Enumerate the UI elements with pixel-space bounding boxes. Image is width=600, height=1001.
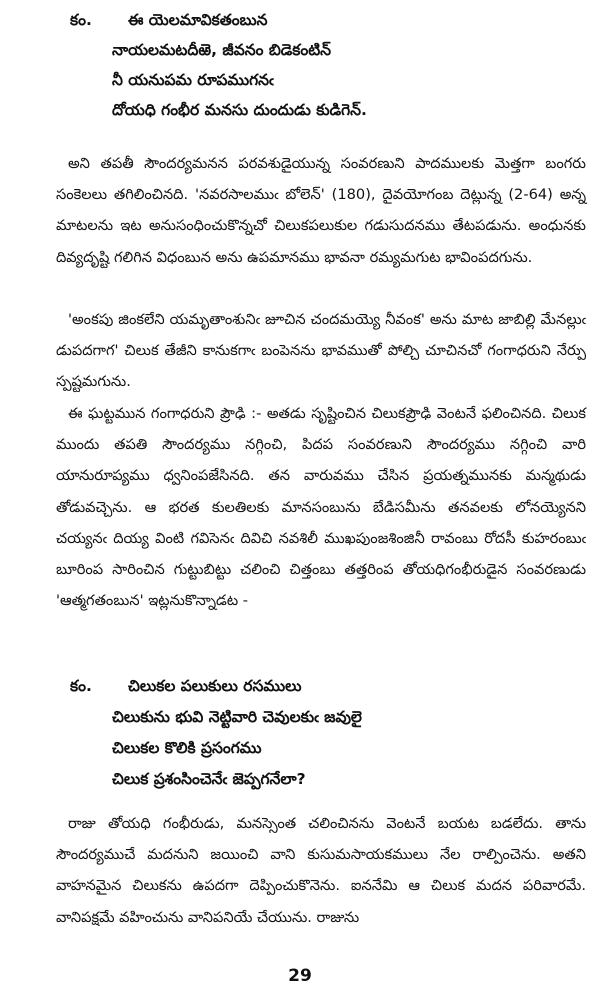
verse-line: చిలుక ప్రశంసించెనేఁ జెప్పగనేలా? [112,770,306,788]
verse-line: చిలుకల పలుకులు రసములు [128,677,302,695]
verse-line: ఈ యెలమావికతంబున [128,11,268,29]
paragraph [56,398,586,616]
verse-line: నాయలమటదీఱె, జీవనం బిడెకంటిన్ [112,41,332,59]
paragraph-text: ఈ ఘట్టమున గంగాధరుని ప్రౌఢి :- అతడు సృష్టించిన చిలుకప్రౌఢి వెంటనే ఫలించినది. చిలుక ముందు తపతి సౌందర్యము నగ్గించి, పిదప సంవరణుని సౌందర్యము నగ్గించి వారి యానురూప్యము ధ్వనింపజేసినది. తన వారువము చేసిన ప్రయత్నమునకు మన్మథుడు తోడువచ్చెను. ఆ భరత కులతిలకు మానసంబును బేడిసమీను తనవలకు లోనయ్యెనని చయ్యనఁ దియ్య వింటి గవిసెనఁ దివిచి నవశిలీ ముఖపుంజశింజినీ రావంబు రోదసీ కుహరంబుఁ బూరింప సారించిన గుట్టుబిట్టు చలించి చిత్తంబు తత్తరింప తోయధిగంభీరుడైన సంవరణుడు 'ఆత్మగతంబున' ఇట్లనుకొన్నాడట - [56,405,586,610]
verse-block [70,676,580,786]
verse-line: చిలుకల కొలికి ప్రసంగము [112,739,262,757]
page-number: 29 [288,966,312,986]
verse-block [70,10,580,120]
paragraph-text: రాజు తోయధి గంభీరుడు, మనస్సెంత చలించినను వెంటనే బయట బడలేదు. తాను సౌందర్యముచే మదనుని జయించి వాని కుసుమసాయకములు నేల రాల్పించెను. అతని వాహనమైన చిలుకను ఉపదగా దెప్పించుకొనెను. ఐననేమి ఆ చిలుక మదన పరివారమే. వానిపక్షమే వహించును వానిపనియే చేయును. రాజును [56,815,586,926]
verse-label: కం. [70,677,92,695]
paragraph-text: 'అంకపు జింకలేని యమృతాంశునిఁ జూచిన చందమయ్యె నీవంక' అను మాట జాబిల్లి మేనల్లుఁ డుపదగాగ' చిలుక తేజీని కానుకగాఁ బంపెనను భావముతో పోల్చి చూచినచో గంగాధరుని నేర్పు స్పష్టమగును. [56,311,586,391]
paragraph [56,304,586,398]
verse-line: చిలుకును భువి నెట్టివారి చెవులకుఁ జవులై [112,708,362,726]
paragraph [56,808,586,933]
verse-line: దోయధి గంభీర మనసు దుందుడు కుడిగెన్. [112,101,367,119]
paragraph [56,148,586,273]
verse-label: కం. [70,11,92,29]
paragraph-text: అని తపతీ సౌందర్యమనన పరవశుడైయున్న సంవరణుని పాదములకు మెత్తగా బంగరు సంకెలలు తగిలించినది. 'నవరసాలముఁ బోలెన్' (180), దైవయోగంబ దెట్లున్న (2-64) అన్న మాటలను ఇట అనుసంధించుకొన్నచో చిలుకపలుకుల గడుసుదనము తేటపడును. అంధునకు దివ్యదృష్టి గలిగిన విధంబున అను ఉపమానము భావనా రమ్యమగుట భావింపదగును. [56,155,586,266]
verse-line: నీ యనుపమ రూపముగనఁ [112,71,274,89]
